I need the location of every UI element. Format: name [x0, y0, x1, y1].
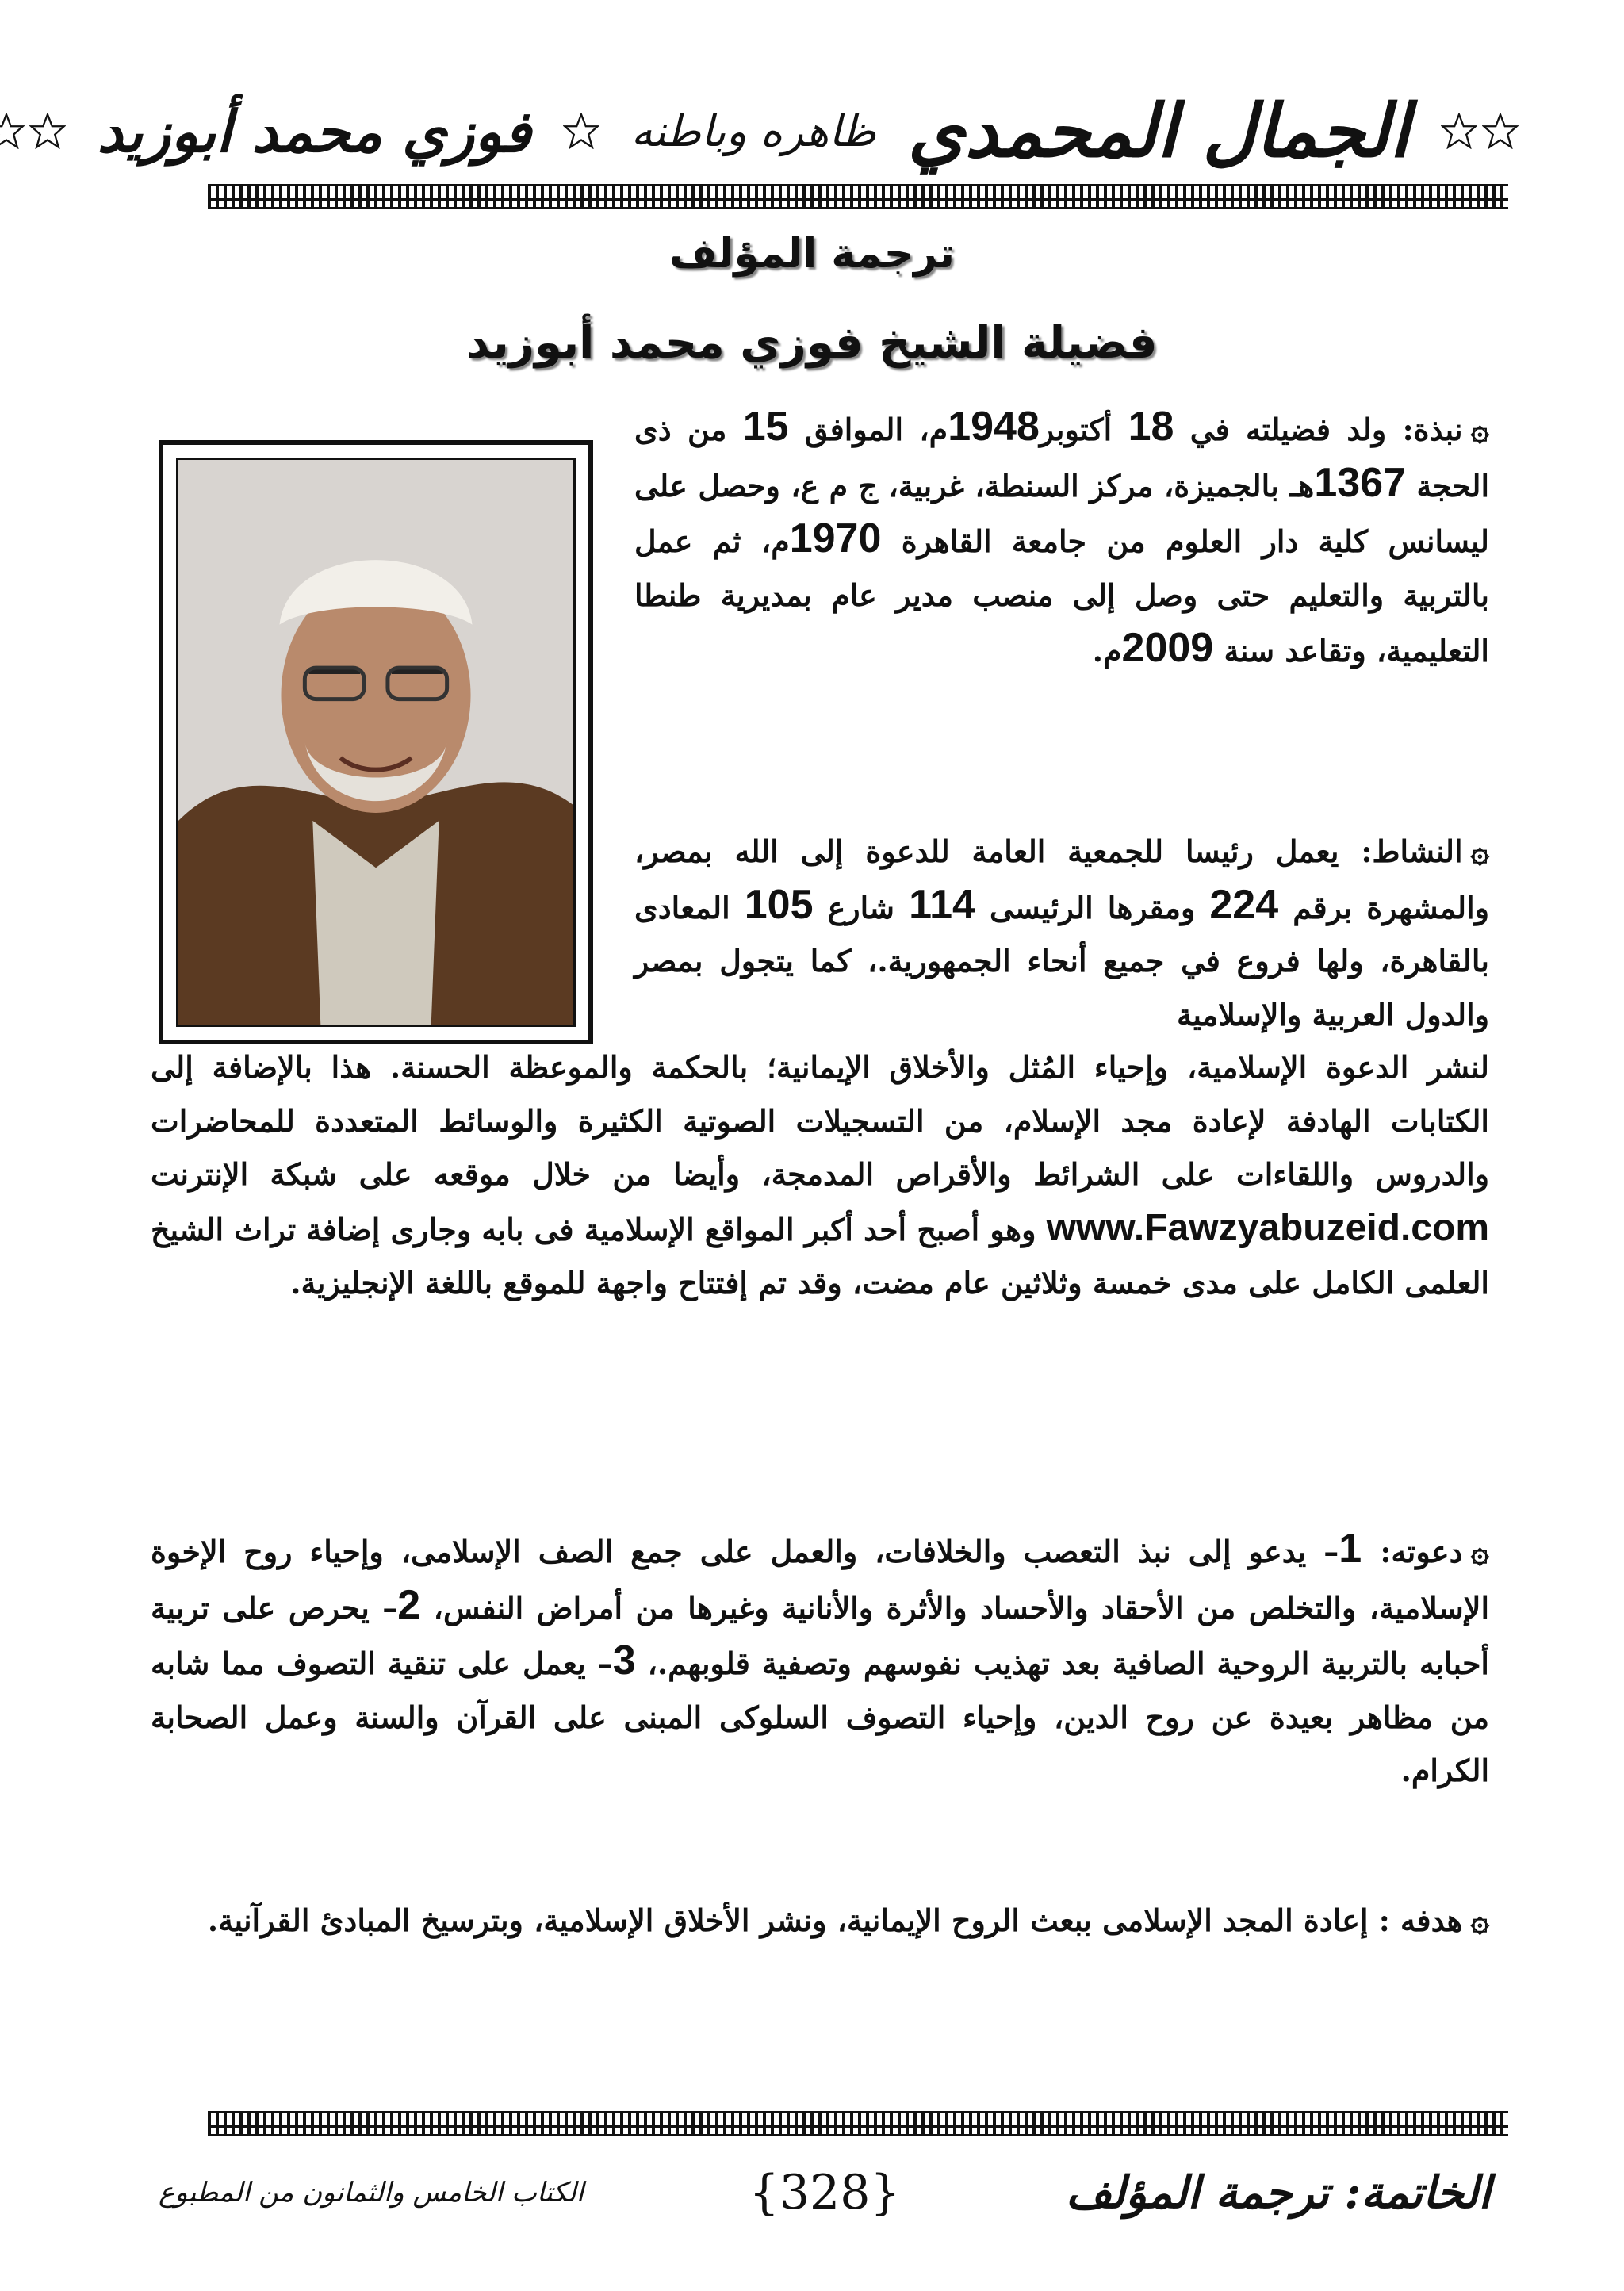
page-number: {328} — [749, 2165, 901, 2220]
call-paragraph — [151, 1523, 1489, 1798]
call-item-number: 3 — [612, 1638, 636, 1684]
ornament-star-cluster — [0, 113, 66, 149]
call-label: دعوته: — [1380, 1534, 1463, 1569]
goal-label: هدفه : — [1378, 1902, 1463, 1938]
call-item-number: 2 — [397, 1581, 421, 1628]
activity-paragraph — [634, 825, 1489, 1041]
author-portrait-frame — [159, 440, 593, 1044]
footer-book-part: الكتاب الخامس والثمانون من المطبوع — [159, 2177, 584, 2209]
bio-text: هـ بالجميزة، مركز السنطة، غربية، ج م ع، وحصل على ليسانس كلية دار العلوم من جامعة القاهرة — [634, 467, 1489, 559]
flower-bullet-icon: ۞ — [1470, 1902, 1489, 1939]
activity-text: المعادى بالقاهرة، ولها فروع في جميع أنحاء الجمهورية.، كما يتجول بمصر والدول العربية والإسلامية — [634, 889, 1489, 1032]
call-text: – يعمل على تنقية التصوف مما شابه من مظاهر بعيدة عن روح الدين، وإحياء التصوف السلوكى المبنى على القرآن والسنة وعمل الصحابة الكرام. — [151, 1645, 1489, 1788]
bio-text: من ذى الحجة — [634, 412, 1490, 504]
goal-paragraph — [151, 1894, 1489, 1948]
header-ornament-border — [208, 184, 1508, 209]
flower-bullet-icon: ۞ — [1470, 833, 1489, 870]
footer-chapter-title: الخاتمة: ترجمة المؤلف — [1066, 2166, 1491, 2219]
author-portrait — [176, 458, 576, 1027]
footer-ornament-border — [208, 2111, 1508, 2136]
activity-label: النشاط: — [1361, 833, 1463, 869]
bio-text: م. — [1092, 633, 1122, 669]
page-header — [97, 79, 1410, 182]
bio-text: م، الموافق — [788, 412, 948, 447]
activity-text: ومقرها الرئيسى — [975, 889, 1210, 925]
activity-text: لنشر الدعوة الإسلامية، وإحياء المُثل والأخلاق الإيمانية؛ بالحكمة والموعظة الحسنة. هذا بالإضافة إلى الكتابات الهادفة لإعادة مجد الإسلام، من التسجيلات الصوتية الكثيرة والوسائط المتعددة للمحاضرات والدروس واللقاءات على الشرائط والأقراص المدمجة، وأيضا من خلال موقعه على شبكة الإنترنت — [151, 1049, 1489, 1192]
goal-text: إعادة المجد الإسلامى ببعث الروح الإيمانية، ونشر الأخلاق الإسلامية، وبترسيخ المبادئ القرآنية. — [207, 1902, 1379, 1938]
header-book-title: الجمال المحمدي — [907, 88, 1410, 174]
website-link[interactable]: www.Fawzyabuzeid.com — [1046, 1206, 1489, 1249]
call-item-number: 1 — [1339, 1526, 1381, 1572]
bio-hijri-year: 1367 — [1314, 459, 1407, 506]
activity-text: وهو أصبح أحد أكبر المواقع الإسلامية فى بابه وجارى إضافة تراث الشيخ العلمى الكامل على مدى خمسة وثلاثين عام مضت، وقد تم إفتتاح واجهة للموقع باللغة الإنجليزية. — [151, 1211, 1489, 1301]
activity-registration-number: 224 — [1209, 881, 1279, 928]
author-title: فضيلة الشيخ فوزي محمد أبوزيد — [466, 317, 1158, 369]
ornament-star-cluster — [563, 113, 599, 149]
activity-paragraph-continued — [151, 1040, 1489, 1310]
bio-text: ولد فضيلته في — [1174, 412, 1403, 447]
section-title: ترجمة المؤلف — [668, 230, 956, 278]
activity-text: يعمل رئيسا للجمعية العامة للدعوة إلى الله بمصر، والمشهرة برقم — [634, 833, 1489, 925]
bio-paragraph — [634, 400, 1489, 678]
bio-retirement-year: 2009 — [1121, 625, 1214, 671]
bio-text: م، ثم عمل بالتربية والتعليم حتى وصل إلى منصب مدير عام بمديرية طنطا التعليمية، وتقاعد سنة — [634, 523, 1489, 669]
call-text: – يحرص على تربية أحبابه بالتربية الروحية الصافية بعد تهذيب نفوسهم وتصفية قلوبهم.، — [151, 1589, 1489, 1681]
bio-birth-year: 1948 — [948, 404, 1040, 450]
bio-label: نبذة: — [1402, 412, 1463, 447]
header-subtitle: ظاهره وباطنه — [630, 105, 876, 156]
page-footer — [159, 2149, 1491, 2236]
bio-text: أكتوبر — [1039, 412, 1128, 447]
activity-street-number: 105 — [744, 881, 814, 928]
call-text: – يدعو إلى نبذ التعصب والخلافات، والعمل على جمع الصف الإسلامى، وإحياء روح الإخوة الإسلامية، والتخلص من الأحقاد والأحساد والأثرة والأنانية وغيرها من أمراض النفس، — [151, 1534, 1489, 1626]
header-author-signature: فوزي محمد أبوزيد — [97, 97, 531, 165]
bio-hijri-day: 15 — [742, 404, 789, 450]
activity-text: شارع — [813, 889, 910, 925]
ornament-star-cluster — [1441, 113, 1519, 149]
flower-bullet-icon: ۞ — [1470, 411, 1489, 448]
bio-birth-day: 18 — [1128, 404, 1174, 450]
flower-bullet-icon: ۞ — [1470, 1533, 1490, 1570]
bio-graduation-year: 1970 — [789, 515, 882, 561]
activity-building-number: 114 — [909, 881, 975, 928]
